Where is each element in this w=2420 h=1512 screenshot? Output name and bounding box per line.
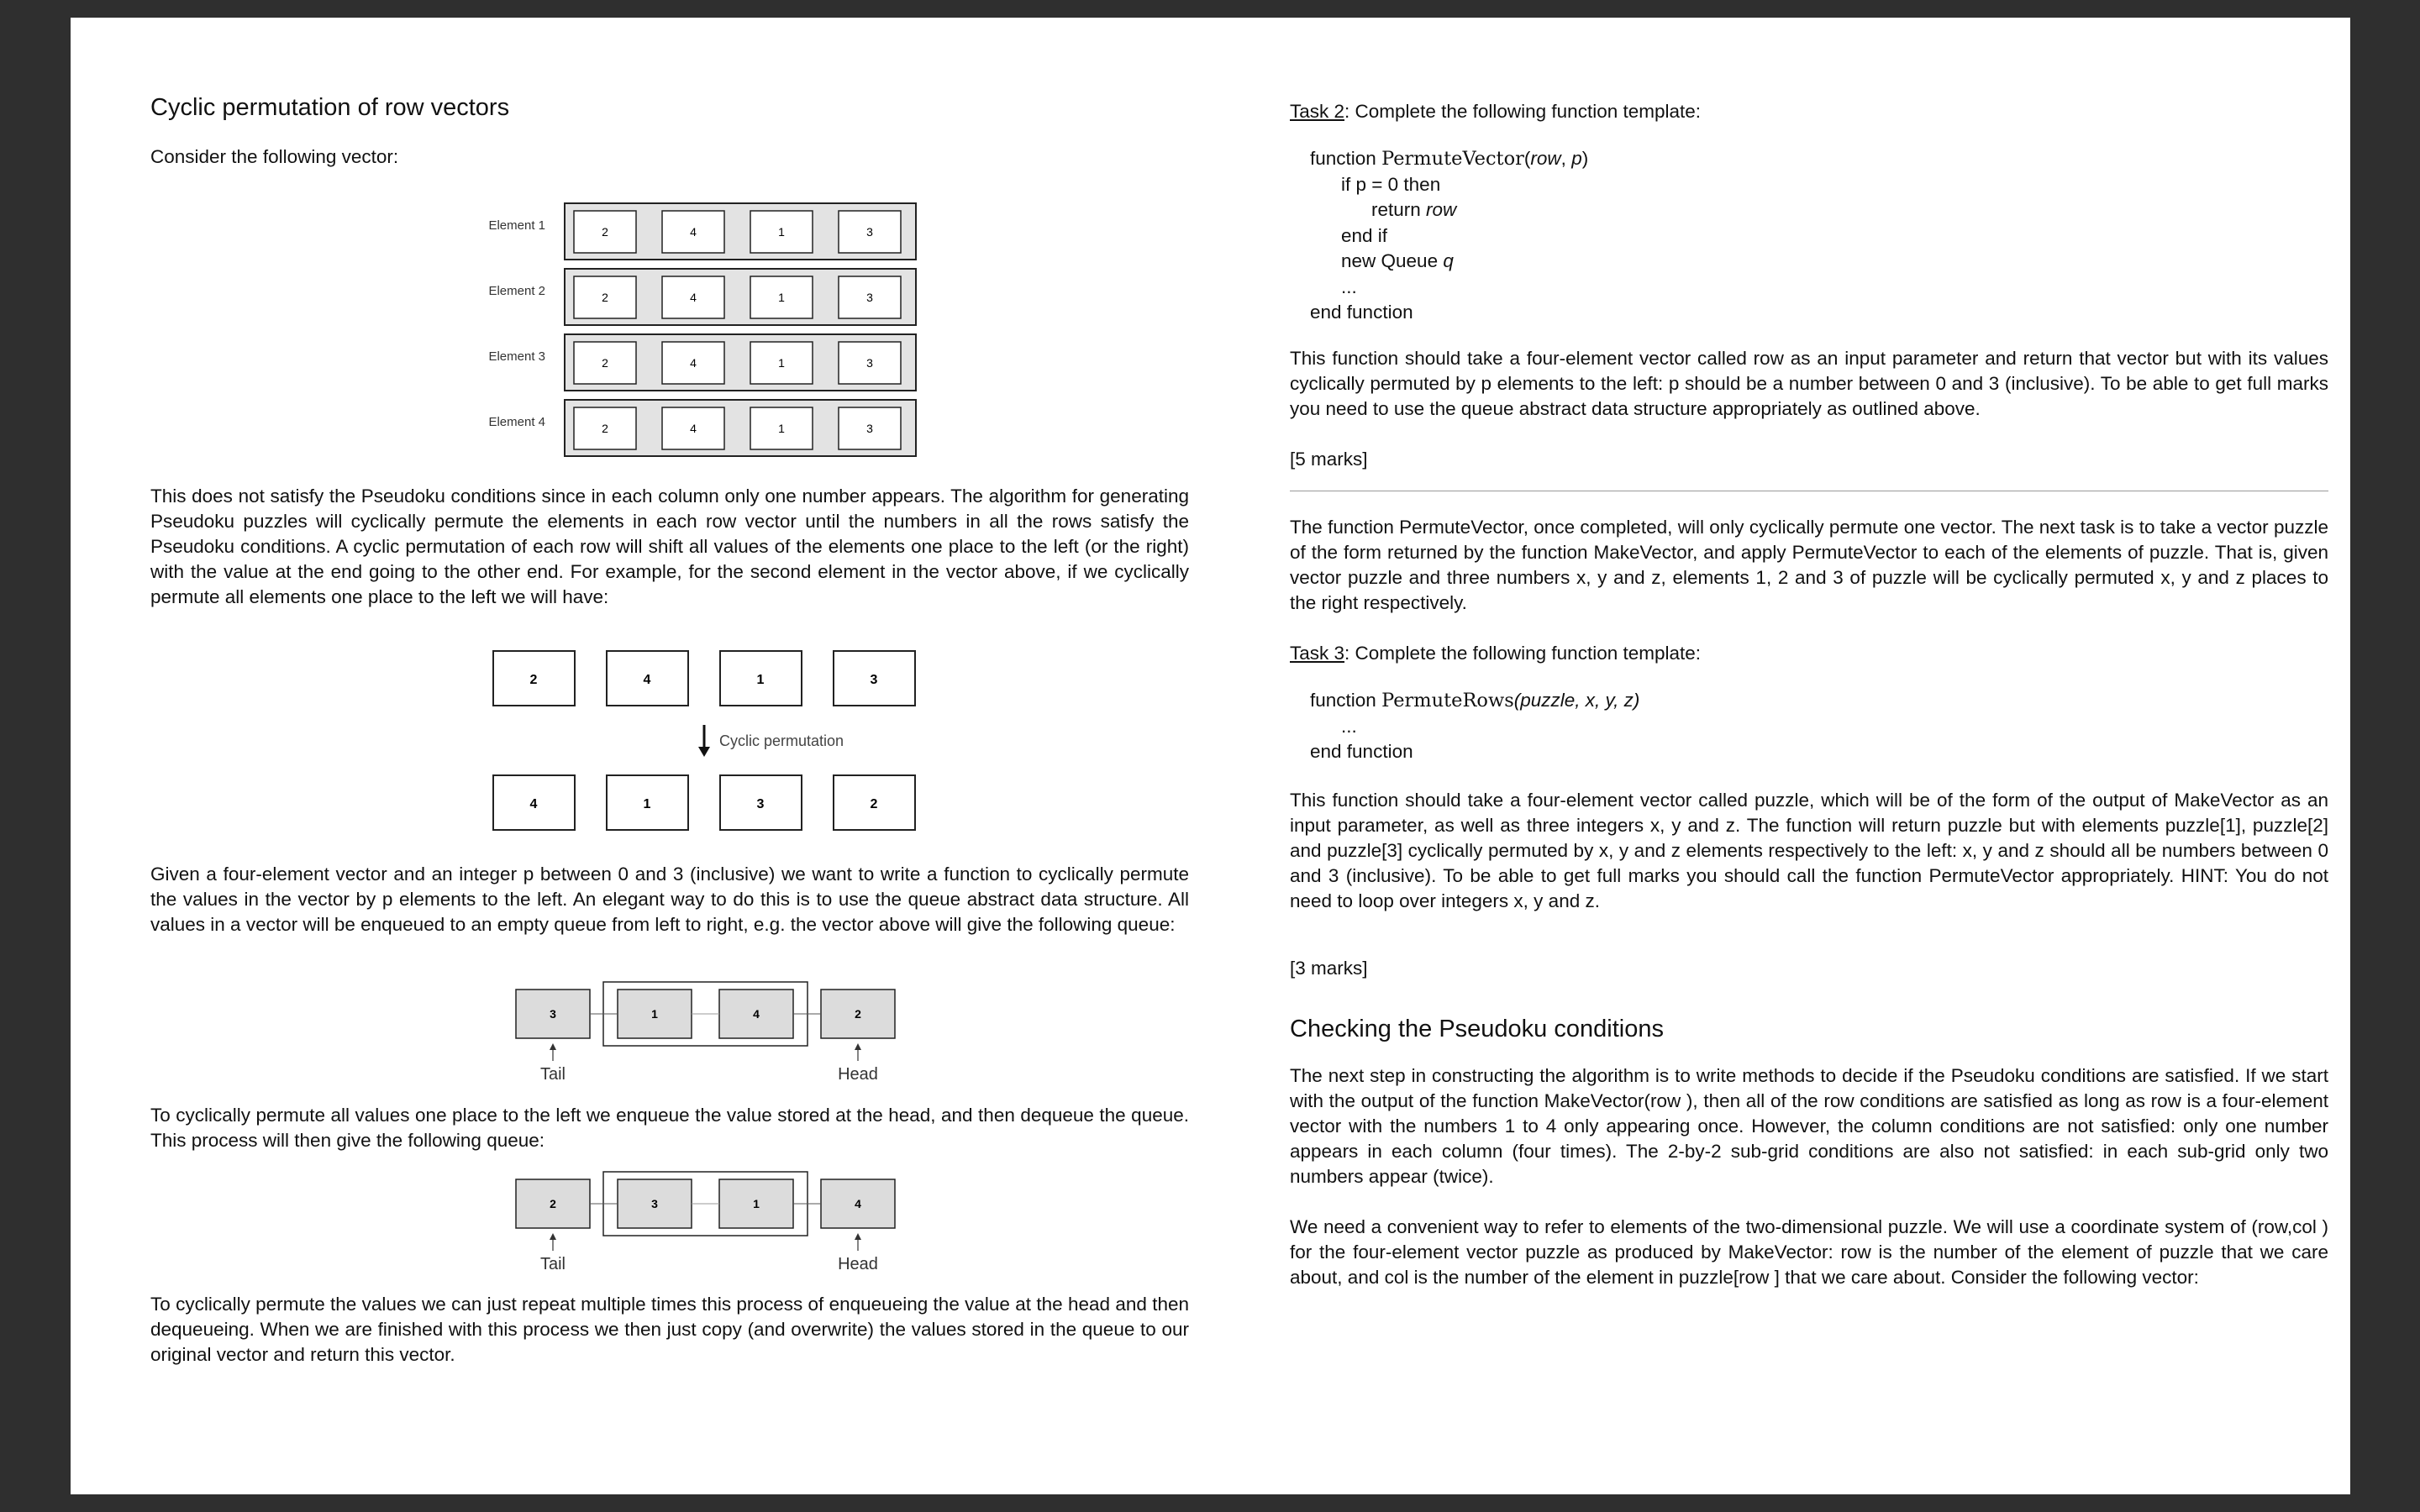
document-page bbox=[71, 18, 2350, 1494]
cell-value: 2 bbox=[602, 422, 608, 435]
code-line: return row bbox=[1371, 199, 1457, 220]
up-arrow-icon bbox=[550, 1233, 556, 1251]
paragraph-enqueue-dequeue: To cyclically permute all values one place to the left we enqueue the value stored at the head, and then dequeue the queue. This process will then give the following queue: bbox=[150, 1105, 1189, 1151]
queue-value: 4 bbox=[753, 1007, 760, 1021]
paragraph-queue-intro: Given a four-element vector and an integer p between 0 and 3 (inclusive) we want to write a function to cyclically permute the values in the vector by p elements to the left. An elegant way to do this is to use the queue abstract data structure. All values in a vector will be enqueued to an empty queue from left to right, e.g. the vector above will give the following queue: bbox=[150, 864, 1189, 935]
row-label: Element 1 bbox=[488, 218, 545, 233]
arrow-label: Cyclic permutation bbox=[719, 732, 844, 749]
cell-value: 4 bbox=[690, 356, 697, 370]
paragraph-coordinate-system: We need a convenient way to refer to elements of the two-dimensional puzzle. We will use a coordinate system of (row,col ) for the four-element vector puzzle as produced by MakeVector: row is the number of the element of puzzle that we care about, and col is the number of the element in puzzle[row ] that we care about. Consider the following vector: bbox=[1290, 1216, 2328, 1288]
queue-value: 1 bbox=[753, 1197, 760, 1210]
task3-heading bbox=[1290, 641, 1701, 666]
cell-value: 2 bbox=[602, 356, 608, 370]
before-value: 3 bbox=[870, 673, 878, 687]
code-line: ... bbox=[1341, 715, 1357, 737]
task3-description: This function should take a four-element vector called puzzle, which will be of the form of the output of MakeVector as an input parameter, as well as three integers x, y and z. The function will return puzzle but with elements puzzle[1], puzzle[2] and puzzle[3] cyclically permuted by x, y and z elements respectively to the left: x, y and z should all be numbers between 0 and 3 (inclusive). To be able to get full marks you should call the function PermuteVector appropriately. HINT: You do not need to loop over integers x, y and z. bbox=[1290, 790, 2328, 911]
up-arrow-icon bbox=[855, 1233, 861, 1251]
task3-text: : Complete the following function template: bbox=[1344, 643, 1702, 664]
cell-value: 3 bbox=[866, 291, 873, 304]
task2-heading bbox=[1290, 99, 1701, 124]
code-line: new Queue q bbox=[1341, 250, 1454, 271]
queue-figure-1 bbox=[150, 975, 1189, 1084]
queue-value: 3 bbox=[651, 1197, 658, 1210]
task3-marks: [3 marks] bbox=[1290, 958, 1368, 979]
cell-value: 1 bbox=[778, 422, 785, 435]
row-label: Element 4 bbox=[488, 415, 545, 429]
code-line: if p = 0 then bbox=[1341, 173, 1441, 195]
vector-row-2 bbox=[488, 269, 916, 325]
cyclic-permutation-figure bbox=[150, 631, 1189, 841]
vector-row-1 bbox=[488, 203, 916, 260]
task2-label: Task 2 bbox=[1290, 101, 1345, 122]
row-label: Element 2 bbox=[488, 284, 545, 298]
before-value: 1 bbox=[756, 673, 765, 687]
after-value: 3 bbox=[756, 797, 765, 811]
queue-figure-2 bbox=[150, 1165, 1189, 1274]
cell-value: 2 bbox=[602, 291, 608, 304]
vector-figure bbox=[150, 194, 1189, 480]
function-name: PermuteRows bbox=[1381, 690, 1514, 711]
cell-value: 3 bbox=[866, 225, 873, 239]
code-line: ... bbox=[1341, 276, 1357, 297]
code-permute-vector bbox=[1310, 146, 1588, 326]
cell-value: 4 bbox=[690, 291, 697, 304]
code-line: function PermuteVector(row, p) bbox=[1310, 148, 1589, 170]
cell-value: 1 bbox=[778, 356, 785, 370]
code-line: end function bbox=[1310, 302, 1413, 323]
down-arrow-icon bbox=[698, 725, 710, 757]
queue-value: 2 bbox=[550, 1197, 556, 1210]
row-label: Element 3 bbox=[488, 349, 545, 364]
queue-value: 4 bbox=[855, 1197, 861, 1210]
queue-value: 1 bbox=[651, 1007, 658, 1021]
task2-description: This function should take a four-element vector called row as an input parameter and return that vector but with its values cyclically permuted by p elements to the left: p should be a number between 0 and 3 (inclusive). To be able to get full marks you need to use the queue abstract data structure appropriately as outlined above. bbox=[1290, 348, 2328, 419]
after-value: 4 bbox=[529, 797, 538, 811]
paragraph-checking-conditions: The next step in constructing the algorithm is to write methods to decide if the Pseudoku conditions are satisfied. If we start with the output of the function MakeVector(row ), then all of the row conditions are satisfied as long as row is a four-element vector with the numbers 1 to 4 only appearing once. However, the column conditions are not satisfied: only one number appears in each column (four times). The 2-by-2 sub-grid conditions are also not satisfied: in each sub-grid only two numbers appear (twice). bbox=[1290, 1065, 2328, 1187]
code-permute-rows bbox=[1310, 688, 1639, 765]
paragraph-pseudoku-conditions: This does not satisfy the Pseudoku conditions since in each column only one number appears. The algorithm for generating Pseudoku puzzles will cyclically permute the elements in each row vector until the numbers in all the rows satisfy the Pseudoku conditions. A cyclic permutation of each row will shift all values of the elements one place to the left (or the right) with the value at the end going to the other end. For example, for the second element in the vector above, if we cyclically permute all elements one place to the left we will have: bbox=[150, 486, 1189, 607]
vector-row-4 bbox=[488, 400, 916, 456]
section-heading-checking: Checking the Pseudoku conditions bbox=[1290, 1016, 1664, 1042]
function-name: PermuteVector bbox=[1381, 148, 1524, 170]
up-arrow-icon bbox=[855, 1043, 861, 1061]
task3-label: Task 3 bbox=[1290, 643, 1345, 664]
paragraph-permute-rows-intro: The function PermuteVector, once completed, will only cyclically permute one vector. The next task is to take a vector puzzle of the form returned by the function MakeVector, and apply PermuteVector to each of the elements of puzzle. That is, given vector puzzle and three numbers x, y and z, elements 1, 2 and 3 of puzzle will be cyclically permuted x, y and z places to the right respectively. bbox=[1290, 517, 2328, 613]
before-value: 4 bbox=[643, 673, 651, 687]
up-arrow-icon bbox=[550, 1043, 556, 1061]
paragraph-repeat-process: To cyclically permute the values we can just repeat multiple times this process of enqueueing the value at the head and then dequeueing. When we are finished with this process we then just copy (and overwrite) the values stored in the queue to our original vector and return this vector. bbox=[150, 1294, 1189, 1365]
tail-label: Tail bbox=[539, 1065, 566, 1084]
cell-value: 4 bbox=[690, 422, 697, 435]
queue-value: 3 bbox=[550, 1007, 556, 1021]
after-value: 2 bbox=[870, 797, 878, 811]
cell-value: 2 bbox=[602, 225, 608, 239]
intro-text: Consider the following vector: bbox=[150, 146, 399, 167]
tail-label: Tail bbox=[539, 1255, 566, 1273]
cell-value: 4 bbox=[690, 225, 697, 239]
cell-value: 1 bbox=[778, 225, 785, 239]
cell-value: 3 bbox=[866, 422, 873, 435]
before-value: 2 bbox=[529, 673, 538, 687]
code-line: end function bbox=[1310, 741, 1413, 762]
task2-marks: [5 marks] bbox=[1290, 449, 1368, 470]
head-label: Head bbox=[838, 1065, 878, 1084]
head-label: Head bbox=[838, 1255, 878, 1273]
code-line: end if bbox=[1341, 224, 1388, 246]
vector-row-3 bbox=[488, 334, 916, 391]
section-title: Cyclic permutation of row vectors bbox=[150, 94, 510, 121]
task2-text: : Complete the following function template: bbox=[1344, 101, 1702, 122]
after-value: 1 bbox=[643, 797, 651, 811]
cell-value: 1 bbox=[778, 291, 785, 304]
cell-value: 3 bbox=[866, 356, 873, 370]
queue-value: 2 bbox=[855, 1007, 861, 1021]
code-line: function PermuteRows(puzzle, x, y, z) bbox=[1310, 690, 1640, 711]
